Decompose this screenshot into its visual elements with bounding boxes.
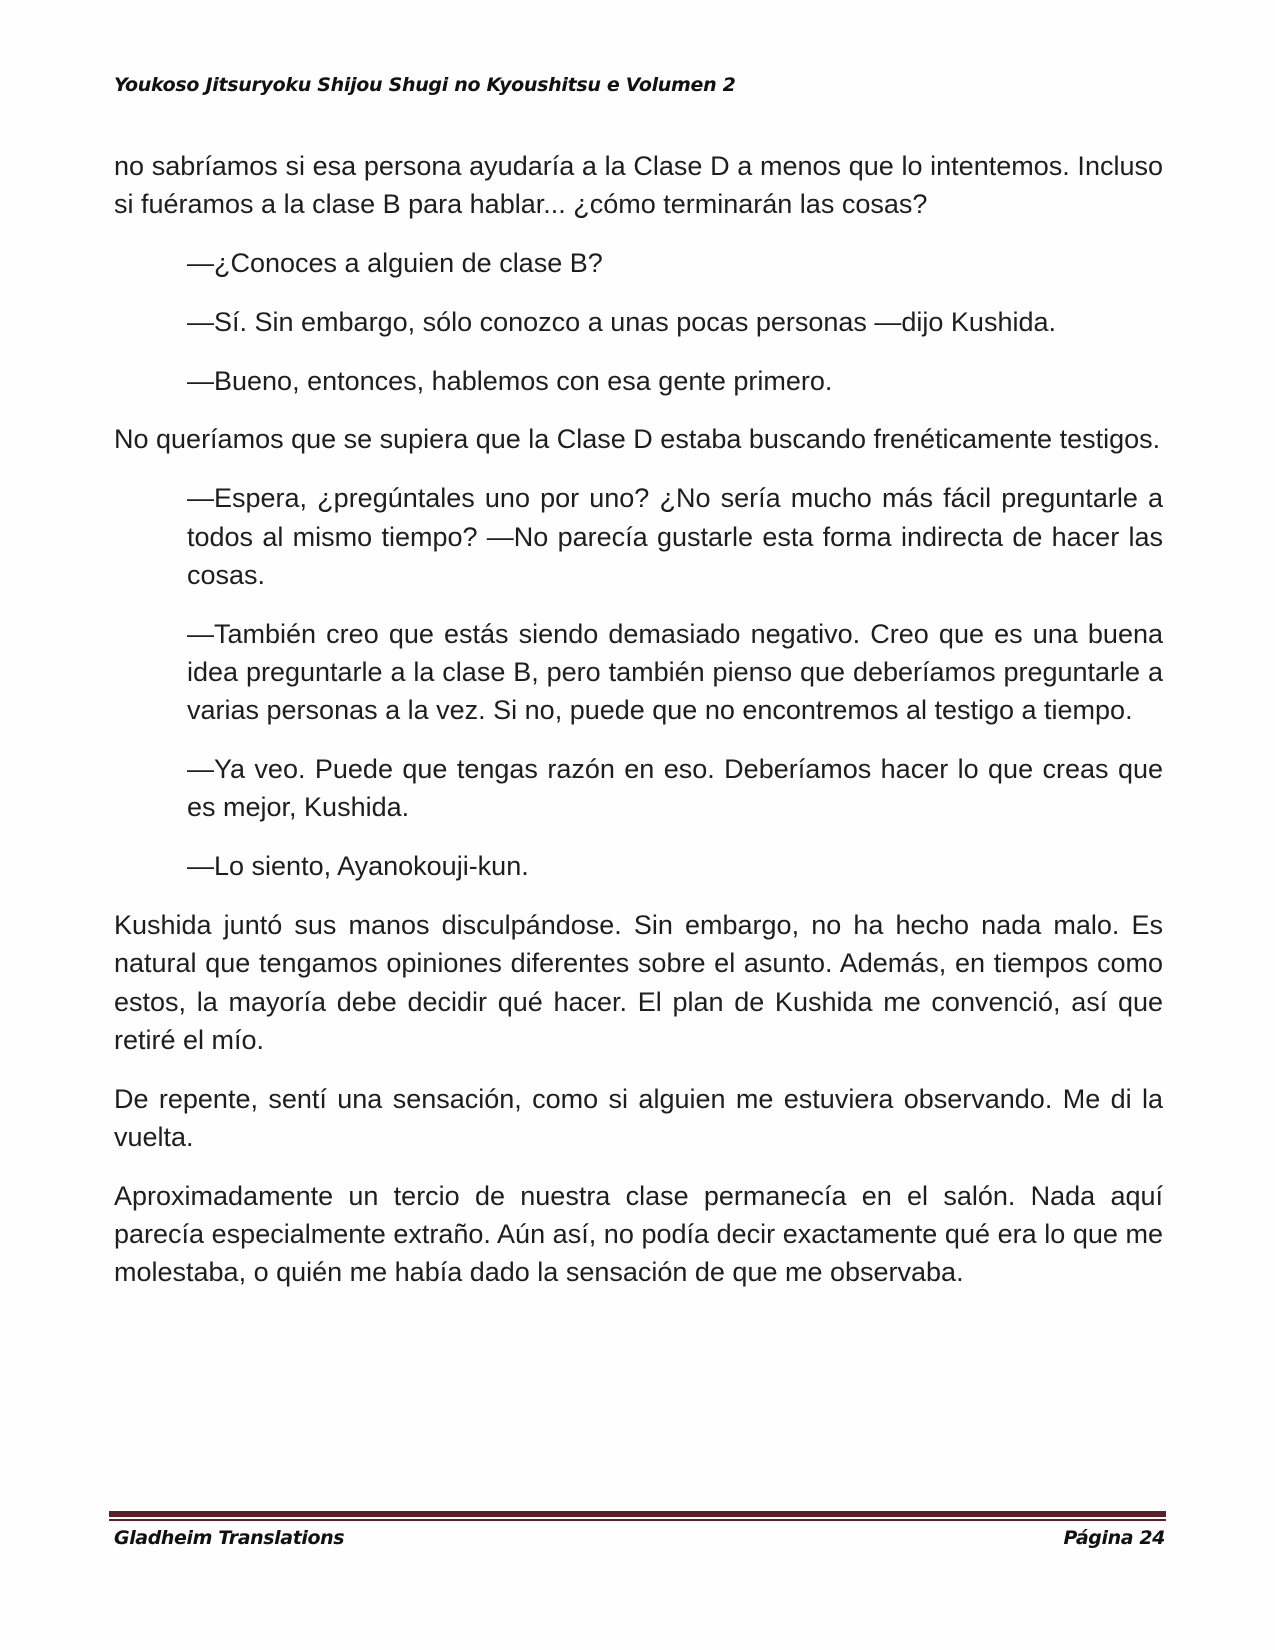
paragraph-dialog: —Ya veo. Puede que tengas razón en eso. Deberíamos hacer lo que creas que es mejor, Kushida.	[187, 754, 1163, 823]
footer-credit: Gladheim Translations	[114, 1527, 345, 1549]
page-body	[114, 147, 1163, 1312]
paragraph-narration: De repente, sentí una sensación, como si alguien me estuviera observando. Me di la vuelta.	[114, 1083, 1163, 1152]
paragraph-dialog: —Bueno, entonces, hablemos con esa gente primero.	[187, 365, 833, 396]
paragraph-narration: no sabríamos si esa persona ayudaría a la Clase D a menos que lo intentemos. Incluso si fuéramos a la clase B para hablar... ¿cómo terminarán las cosas?	[114, 151, 1163, 220]
paragraph-dialog: —Lo siento, Ayanokouji-kun.	[187, 851, 529, 882]
paragraph-dialog: —¿Conoces a alguien de clase B?	[187, 248, 603, 279]
paragraph-dialog: —Sí. Sin embargo, sólo conozco a unas pocas personas —dijo Kushida.	[187, 306, 1056, 337]
paragraph-dialog: —También creo que estás siendo demasiado negativo. Creo que es una buena idea preguntarle a la clase B, pero también pienso que deberíamos preguntarle a varias personas a la vez. Si no, puede que no encontremos al testigo a tiempo.	[187, 618, 1163, 726]
footer-rule-thin	[109, 1519, 1166, 1521]
paragraph-dialog: —Espera, ¿pregúntales uno por uno? ¿No sería mucho más fácil preguntarle a todos al mismo tiempo? —No parecía gustarle esta forma indirecta de hacer las cosas.	[187, 483, 1163, 590]
footer-rule-thick	[109, 1511, 1166, 1517]
paragraph-narration: Kushida juntó sus manos disculpándose. Sin embargo, no ha hecho nada malo. Es natural que tengamos opiniones diferentes sobre el asunto. Además, en tiempos como estos, la mayoría debe decidir qué hacer. El plan de Kushida me convenció, así que retiré el mío.	[114, 909, 1163, 1055]
page-number: Página 24	[1063, 1527, 1165, 1549]
footer-rule	[109, 1511, 1166, 1521]
paragraph-narration: No queríamos que se supiera que la Clase D estaba buscando frenéticamente testigos.	[114, 424, 1161, 455]
running-header: Youkoso Jitsuryoku Shijou Shugi no Kyoushitsu e Volumen 2	[114, 74, 736, 96]
paragraph-narration: Aproximadamente un tercio de nuestra clase permanecía en el salón. Nada aquí parecía especialmente extraño. Aún así, no podía decir exactamente qué era lo que me molestaba, o quién me había dado la sensación de que me observaba.	[114, 1180, 1163, 1288]
